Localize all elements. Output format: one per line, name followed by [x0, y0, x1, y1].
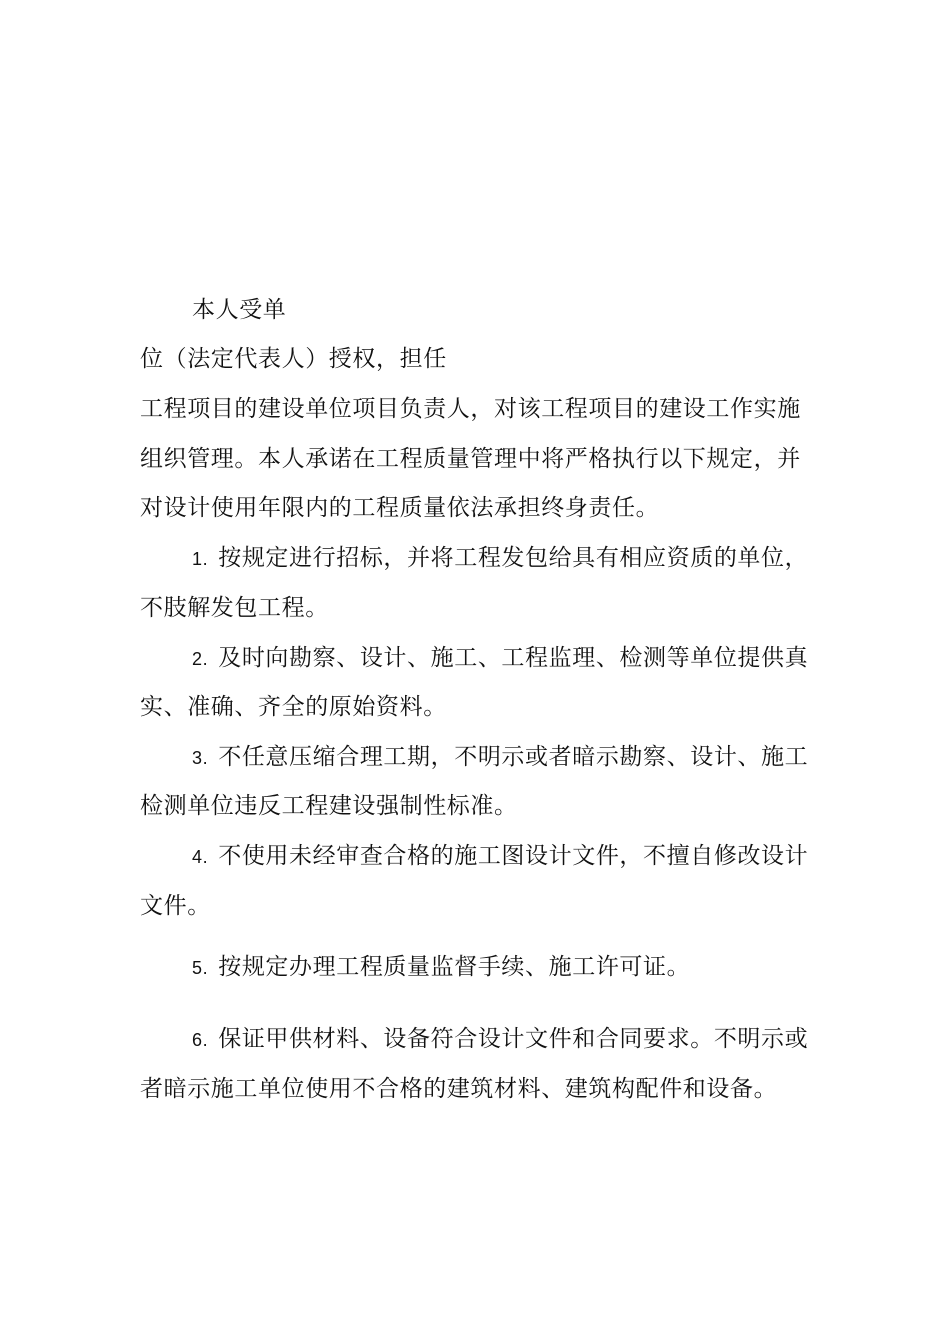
item-text: 不使用未经审查合格的施工图设计文件，不擅自修改设计	[218, 843, 809, 869]
intro-line-3: 工程项目的建设单位项目负责人，对该工程项目的建设工作实施	[140, 396, 801, 422]
item-number: 6.	[192, 1030, 209, 1050]
item-number: 5.	[192, 958, 209, 978]
item-text: 按规定进行招标，并将工程发包给具有相应资质的单位，	[218, 545, 809, 571]
list-item-6-continuation: 者暗示施工单位使用不合格的建筑材料、建筑构配件和设备。	[140, 1076, 778, 1102]
list-item-6	[192, 1024, 808, 1055]
item-number: 3.	[192, 748, 209, 768]
intro-line-5: 对设计使用年限内的工程质量依法承担终身责任。	[140, 495, 660, 521]
item-text: 及时向勘察、设计、施工、工程监理、检测等单位提供真	[218, 645, 809, 671]
list-item-1-continuation: 不肢解发包工程。	[140, 595, 329, 621]
item-text: 按规定办理工程质量监督手续、施工许可证。	[218, 954, 691, 980]
intro-line-2: 位（法定代表人）授权，担任	[140, 346, 447, 372]
intro-line-4: 组织管理。本人承诺在工程质量管理中将严格执行以下规定，并	[140, 446, 801, 472]
item-number: 4.	[192, 847, 209, 867]
item-number: 1.	[192, 549, 209, 569]
item-text: 保证甲供材料、设备符合设计文件和合同要求。不明示或	[218, 1026, 809, 1052]
list-item-2-continuation: 实、准确、齐全的原始资料。	[140, 694, 447, 720]
intro-line-1: 本人受单	[192, 297, 287, 323]
list-item-3-continuation: 检测单位违反工程建设强制性标准。	[140, 793, 518, 819]
list-item-4-continuation: 文件。	[140, 893, 211, 919]
list-item-1	[192, 543, 808, 574]
item-number: 2.	[192, 649, 209, 669]
list-item-2	[192, 643, 808, 674]
list-item-5	[192, 952, 690, 983]
item-text: 不任意压缩合理工期，不明示或者暗示勘察、设计、施工	[218, 744, 809, 770]
list-item-3	[192, 742, 808, 773]
list-item-4	[192, 841, 808, 872]
